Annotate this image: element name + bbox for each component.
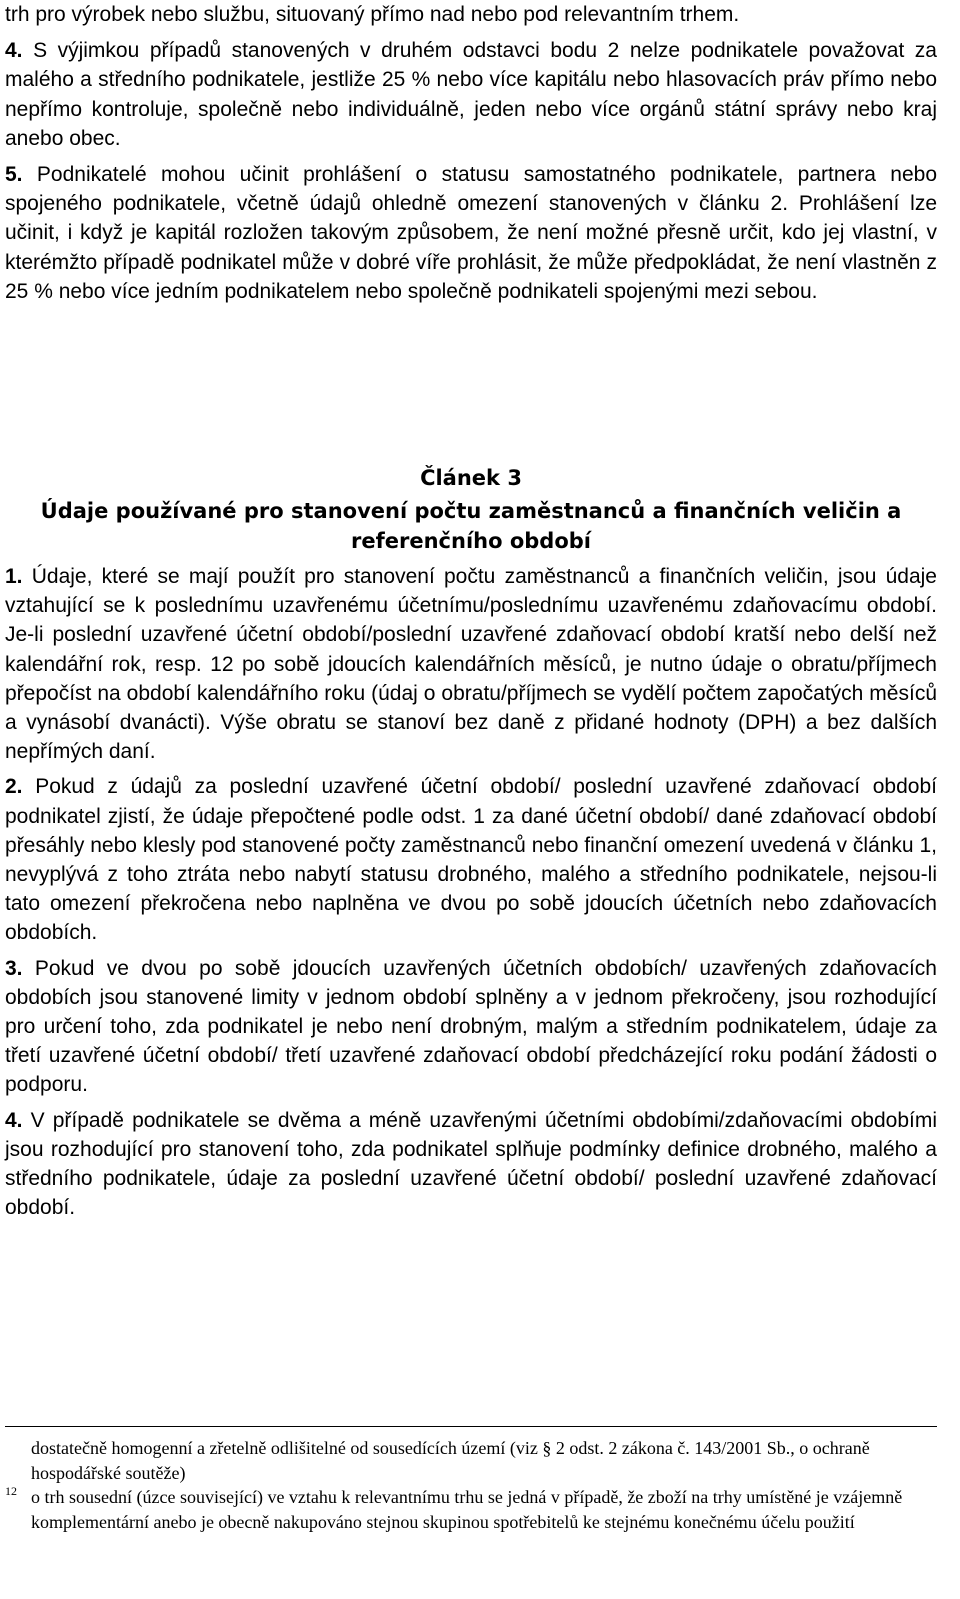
paragraph-number: 4. xyxy=(5,1108,23,1132)
paragraph-text: S výjimkou případů stanovených v druhém odstavci bodu 2 nelze podnikatele považovat za malého a středního podnikatele, jestliže 25 % nebo více kapitálu nebo hlasovacích práv přímo nebo nepřímo kontroluje, společně nebo individuálně, jeden nebo více orgánů státní správy nebo kraj anebo obec. xyxy=(5,39,937,150)
footnote-continued xyxy=(5,1436,937,1485)
article-title: Údaje používané pro stanovení počtu zaměstnanců a finančních veličin a referenčního období xyxy=(40,499,902,553)
paragraph-text: Podnikatelé mohou učinit prohlášení o statusu samostatného podnikatele, partnera nebo spojeného podnikatele, včetně údajů ohledně omezení stanovených v článku 2. Prohlášení lze učinit, i když je kapitál rozložen takovým způsobem, že není možné přesně určit, kdo jej vlastní, v kterémžto případě podnikatel může v dobré víře prohlásit, že může předpokládat, že není vlastněn z 25 % nebo více jedním podnikatelem nebo společně podnikateli spojenými mezi sebou. xyxy=(5,163,937,303)
paragraph-text: Pokud z údajů za poslední uzavřené účetní období/ poslední uzavřené zdaňovací období podnikatel zjistí, že údaje přepočtené podle odst. 1 za dané účetní období/ dané zdaňovací období přesáhly nebo klesly pod stanovené počty zaměstnanců nebo finanční omezení uvedená v článku 1, nevyplývá z toho ztráta nebo nabytí statusu drobného, malého a středního podnikatele, nejsou-li tato omezení překročena nebo naplněna ve dvou po sobě jdoucích účetních nebo zdaňovacích obdobích. xyxy=(5,775,937,945)
article-paragraph-1 xyxy=(5,562,937,766)
paragraph-number: 5. xyxy=(5,163,23,187)
paragraph-text: Údaje, které se mají použít pro stanovení počtu zaměstnanců a finančních veličin, jsou údaje vztahující se k poslednímu uzavřenému účetnímu/poslednímu uzavřenému zdaňovacímu období. Je-li poslední uzavřené účetní období/poslední uzavřené zdaňovací období kratší nebo delší než kalendářní rok, resp. 12 po sobě jdoucích kalendářních měsíců, je nutno údaje o obratu/příjmech přepočíst na období kalendářního roku (údaj o obratu/příjmech se vydělí počtem započatých měsíců a vynásobí dvanácti). Výše obratu se stanoví bez daně z přidané hodnoty (DPH) a bez dalších nepřímých daní. xyxy=(5,565,937,764)
paragraph-5 xyxy=(5,160,937,306)
paragraph-number: 3. xyxy=(5,956,23,980)
footnote-mark: 12 xyxy=(5,1484,17,1499)
paragraph-number: 1. xyxy=(5,565,23,588)
top-section xyxy=(5,0,937,306)
paragraph-text: V případě podnikatele se dvěma a méně uzavřenými účetními obdobími/zdaňovacími obdobími jsou rozhodující pro stanovení toho, zda podnikatel splňuje podmínky definice drobného, malého a středního podnikatele, údaje za poslední uzavřené účetní období/ poslední uzavřené zdaňovací období. xyxy=(5,1108,937,1220)
footnote-text: o trh sousední (úzce související) ve vztahu k relevantnímu trhu se jedná v případě, že zboží na trhy umístěné je vzájemně komplementární anebo je obecně nakupováno stejnou skupinou spotřebitelů ke stejnému konečnému účelu použití xyxy=(31,1487,903,1532)
paragraph-4 xyxy=(5,36,937,153)
footnote-separator xyxy=(5,1426,937,1427)
article-label: Článek 3 xyxy=(420,466,522,490)
continuation-text: trh pro výrobek nebo službu, situovaný přímo nad nebo pod relevantním trhem. xyxy=(5,3,740,26)
article-body xyxy=(5,562,937,1228)
footnotes xyxy=(5,1436,937,1534)
article-heading xyxy=(5,463,937,556)
footnote-text: dostatečně homogenní a zřetelně odlišitelné od sousedících území (viz § 2 odst. 2 zákona č. 143/2001 Sb., o ochraně hospodářské soutěže) xyxy=(31,1438,870,1483)
article-paragraph-3 xyxy=(5,954,937,1100)
paragraph-number: 4. xyxy=(5,39,23,63)
paragraph-text: Pokud ve dvou po sobě jdoucích uzavřených účetních obdobích/ uzavřených zdaňovacích obdobích jsou stanovené limity v jednom období splněny a v jednom překročeny, jsou rozhodující pro určení toho, zda podnikatel je nebo není drobným, malým a středním podnikatelem, údaje za třetí uzavřené účetní období/ třetí uzavřené zdaňovací období předcházející roku podání žádosti o podporu. xyxy=(5,956,937,1097)
paragraph-number: 2. xyxy=(5,775,23,799)
article-paragraph-2 xyxy=(5,772,937,947)
article-paragraph-4 xyxy=(5,1106,937,1223)
footnote-12 xyxy=(5,1485,937,1534)
